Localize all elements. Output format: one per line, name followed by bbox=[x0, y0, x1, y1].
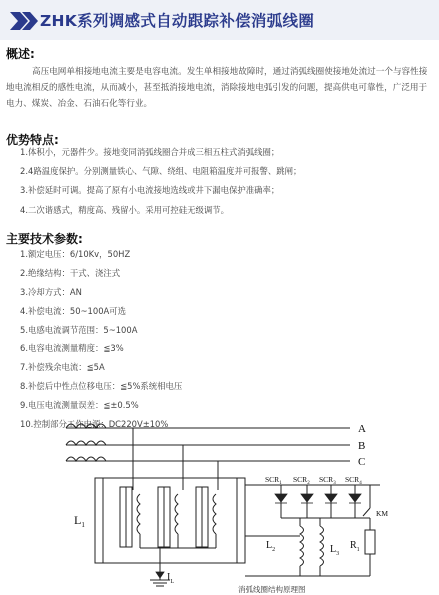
list-item: 8.补偿后中性点位移电压：≦5%系统相电压 bbox=[20, 381, 183, 392]
svg-text:IL: $I_L$ bbox=[167, 572, 175, 585]
list-item: 5.电感电流调节范围：5~100A bbox=[20, 324, 138, 335]
list-item: 4.补偿电流：50~100A可选 bbox=[20, 305, 127, 316]
list-item: 9.电压电流测量误差：≦±0.5% bbox=[20, 400, 139, 411]
il-label: I bbox=[167, 572, 171, 583]
l1-label: L bbox=[74, 513, 82, 527]
svg-text:SCR4: $SCR_4$ bbox=[345, 475, 362, 486]
list-item: 7.补偿残余电流：≦5A bbox=[20, 362, 105, 373]
list-item: 2.4路温度保护。分别测量铁心、气隙、绕组、电阻箱温度并可报警、跳闸； bbox=[20, 166, 302, 177]
overview-paragraph: 高压电网单相接地电流主要是电容电流。发生单相接地故障时，通过消弧线圈使接地处流过一个与容性接地电流相反的感性电流，从而减小，甚至抵消接地电流，消除接地电弧引发的问题，提高供电可靠性，广泛用于电力、煤炭、冶金、石油石化等行业。 bbox=[6, 67, 428, 109]
list-item: 4.二次谐感式，精度高、残留小。采用可控硅无级调节。 bbox=[20, 204, 229, 215]
list-item: 1.额定电压：6/10Kv，50HZ bbox=[20, 249, 131, 259]
double-chevron-icon bbox=[8, 11, 42, 31]
phase-label: C bbox=[358, 456, 366, 468]
diagram-caption: 消弧线圈结构原理图 bbox=[238, 585, 306, 594]
list-item: 1.体积小，元器件少。接地变同消弧线圈合并成三相五柱式消弧线圈； bbox=[20, 147, 280, 157]
svg-text:L3: $L_3$ bbox=[330, 544, 340, 557]
svg-text:R1: $R_1$ bbox=[350, 540, 360, 553]
phase-label: A bbox=[358, 423, 366, 435]
scr-label: SCR bbox=[319, 475, 334, 484]
svg-text:L1: $L_1$ bbox=[74, 513, 85, 529]
l3-label: L bbox=[330, 544, 337, 555]
list-item: 6.电容电流测量精度：≦3% bbox=[20, 343, 124, 354]
svg-text:SCR2: $SCR_2$ bbox=[293, 475, 310, 486]
r1-label: R bbox=[350, 540, 357, 551]
l2-label: L bbox=[266, 540, 273, 551]
arc-suppression-coil-diagram bbox=[0, 412, 439, 595]
specs-heading: 主要技术参数: bbox=[6, 232, 83, 246]
specs-list bbox=[20, 245, 182, 434]
km-label: KM bbox=[376, 509, 389, 518]
list-item: 3.冷却方式：AN bbox=[20, 286, 82, 297]
list-item: 10.控制部分工作电源：DC220V±10% bbox=[20, 419, 169, 430]
scr-label: SCR bbox=[345, 475, 360, 484]
scr-label: SCR bbox=[265, 475, 280, 484]
svg-text:SCR3: $SCR_3$ bbox=[319, 475, 336, 486]
title-bar bbox=[0, 0, 439, 40]
list-item: 2.绝缘结构：干式、浇注式 bbox=[20, 267, 121, 278]
page-title: ZHK系列调感式自动跟踪补偿消弧线圈 bbox=[40, 12, 315, 30]
features-heading: 优势特点: bbox=[6, 133, 59, 147]
scr-label: SCR bbox=[293, 475, 308, 484]
svg-text:SCR1: $SCR_1$ bbox=[265, 475, 282, 486]
features-list bbox=[20, 143, 301, 220]
list-item: 3.补偿延时可调。提高了原有小电流接地选线或井下漏电保护准确率； bbox=[20, 185, 280, 196]
overview-heading: 概述: bbox=[6, 47, 35, 61]
phase-label: B bbox=[358, 440, 366, 452]
svg-text:L2: $L_2$ bbox=[266, 540, 276, 553]
